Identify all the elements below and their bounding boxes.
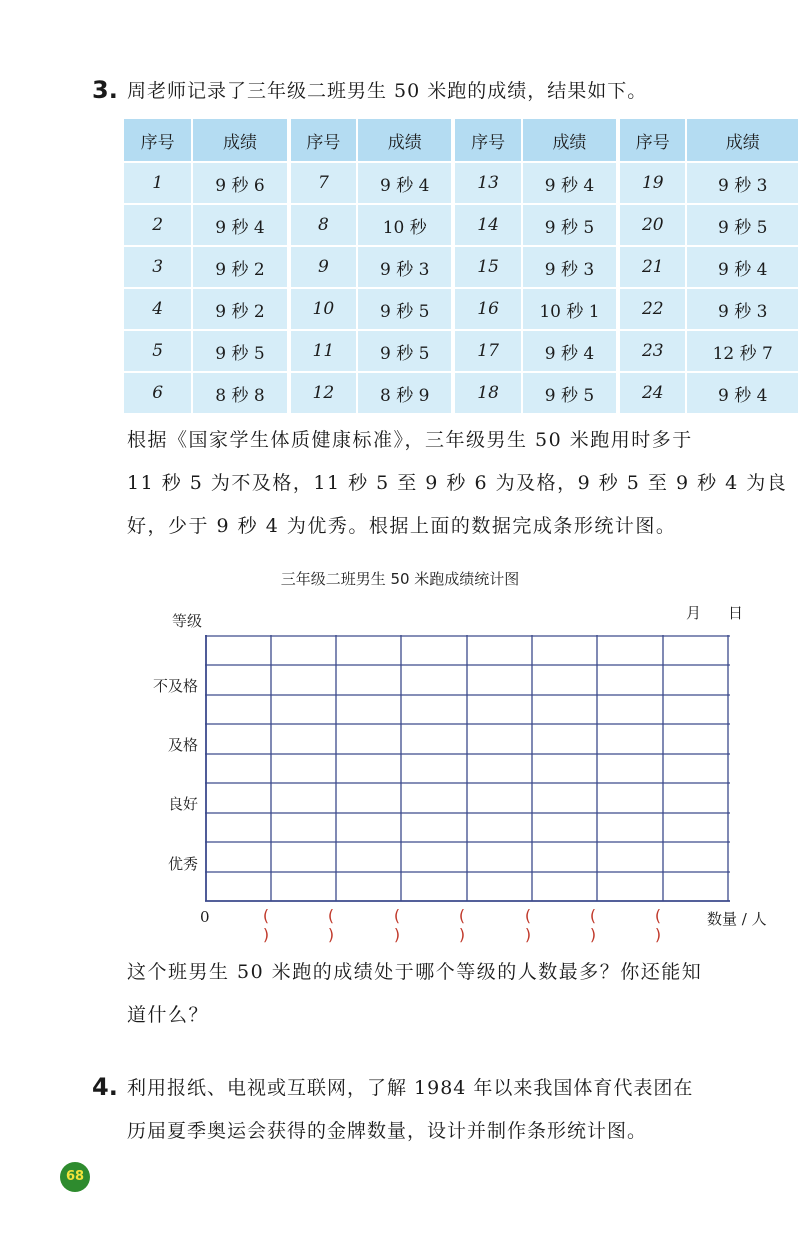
y-axis-title: 等级 (172, 612, 203, 630)
table-row (124, 330, 799, 372)
question-4-line-2: 历届夏季奥运会获得的金牌数量，设计并制作条形统计图。 (127, 1120, 648, 1142)
score-cell: 9 秒 3 (522, 246, 618, 288)
header-score: 成绩 (192, 119, 288, 162)
score-cell: 9 秒 6 (192, 162, 288, 204)
table-row (124, 372, 799, 414)
score-table (124, 119, 800, 415)
score-cell: 9 秒 4 (522, 162, 618, 204)
score-cell: 9 秒 3 (357, 246, 453, 288)
score-cell: 9 秒 3 (686, 288, 799, 330)
x-tick-blank[interactable]: ( ) (393, 906, 409, 944)
score-cell: 9 秒 5 (522, 204, 618, 246)
header-score: 成绩 (357, 119, 453, 162)
score-cell: 9 秒 4 (192, 204, 288, 246)
score-cell: 10 秒 1 (522, 288, 618, 330)
grade-label-good: 良好 (167, 795, 198, 813)
question-3-number: 3. (92, 76, 118, 104)
blank-bar-chart-grid[interactable] (205, 635, 730, 905)
student-number-cell: 17 (453, 330, 521, 372)
score-cell: 9 秒 5 (686, 204, 799, 246)
student-number-cell: 7 (289, 162, 357, 204)
student-number-cell: 6 (124, 372, 192, 414)
student-number-cell: 15 (453, 246, 521, 288)
date-month-label: 月 (686, 604, 702, 622)
student-number-cell: 19 (618, 162, 686, 204)
chart-title: 三年级二班男生 50 米跑成绩统计图 (280, 570, 520, 588)
score-cell: 9 秒 5 (522, 372, 618, 414)
follow-up-line-1: 这个班男生 50 米跑的成绩处于哪个等级的人数最多？你还能知 (127, 961, 703, 983)
score-cell: 9 秒 2 (192, 288, 288, 330)
x-tick-blank[interactable]: ( ) (262, 906, 278, 944)
score-cell: 8 秒 9 (357, 372, 453, 414)
student-number-cell: 10 (289, 288, 357, 330)
student-number-cell: 1 (124, 162, 192, 204)
x-tick-blank[interactable]: ( ) (327, 906, 343, 944)
score-cell: 12 秒 7 (686, 330, 799, 372)
student-number-cell: 5 (124, 330, 192, 372)
student-number-cell: 20 (618, 204, 686, 246)
date-day-label: 日 (728, 604, 744, 622)
score-cell: 9 秒 3 (686, 162, 799, 204)
x-tick-blank[interactable]: ( ) (458, 906, 474, 944)
student-number-cell: 18 (453, 372, 521, 414)
student-number-cell: 22 (618, 288, 686, 330)
student-number-cell: 8 (289, 204, 357, 246)
question-4-line-1: 利用报纸、电视或互联网，了解 1984 年以来我国体育代表团在 (127, 1077, 694, 1099)
score-cell: 9 秒 5 (192, 330, 288, 372)
standard-line-2: 11 秒 5 为不及格，11 秒 5 至 9 秒 6 为及格，9 秒 5 至 9 秒 4 为良 (127, 472, 788, 494)
header-no: 序号 (618, 119, 686, 162)
score-cell: 10 秒 (357, 204, 453, 246)
student-number-cell: 14 (453, 204, 521, 246)
header-no: 序号 (453, 119, 521, 162)
x-axis-zero: 0 (200, 908, 210, 926)
student-number-cell: 11 (289, 330, 357, 372)
student-number-cell: 4 (124, 288, 192, 330)
x-axis-unit: 数量 / 人 (707, 910, 767, 928)
grade-label-excellent: 优秀 (167, 855, 198, 873)
header-no: 序号 (289, 119, 357, 162)
question-4-number: 4. (92, 1073, 118, 1101)
score-cell: 9 秒 4 (522, 330, 618, 372)
table-row (124, 288, 799, 330)
student-number-cell: 24 (618, 372, 686, 414)
student-number-cell: 21 (618, 246, 686, 288)
score-cell: 8 秒 8 (192, 372, 288, 414)
student-number-cell: 16 (453, 288, 521, 330)
table-row (124, 204, 799, 246)
score-cell: 9 秒 4 (357, 162, 453, 204)
table-row (124, 246, 799, 288)
score-cell: 9 秒 5 (357, 288, 453, 330)
question-3-intro: 周老师记录了三年级二班男生 50 米跑的成绩，结果如下。 (127, 80, 648, 102)
table-header-row (124, 119, 799, 162)
x-tick-blank[interactable]: ( ) (589, 906, 605, 944)
score-cell: 9 秒 4 (686, 372, 799, 414)
page-number-badge: 68 (60, 1162, 90, 1192)
student-number-cell: 3 (124, 246, 192, 288)
standard-line-3: 好，少于 9 秒 4 为优秀。根据上面的数据完成条形统计图。 (127, 515, 677, 537)
score-cell: 9 秒 2 (192, 246, 288, 288)
header-no: 序号 (124, 119, 192, 162)
student-number-cell: 12 (289, 372, 357, 414)
x-tick-blank[interactable]: ( ) (524, 906, 540, 944)
standard-line-1: 根据《国家学生体质健康标准》，三年级男生 50 米跑用时多于 (127, 429, 693, 451)
student-number-cell: 2 (124, 204, 192, 246)
follow-up-line-2: 道什么？ (127, 1004, 210, 1026)
student-number-cell: 23 (618, 330, 686, 372)
table-row (124, 162, 799, 204)
student-number-cell: 13 (453, 162, 521, 204)
header-score: 成绩 (686, 119, 799, 162)
grade-label-fail: 不及格 (152, 677, 198, 695)
score-cell: 9 秒 4 (686, 246, 799, 288)
header-score: 成绩 (522, 119, 618, 162)
grade-label-pass: 及格 (167, 736, 198, 754)
x-tick-blank[interactable]: ( ) (654, 906, 670, 944)
student-number-cell: 9 (289, 246, 357, 288)
score-cell: 9 秒 5 (357, 330, 453, 372)
